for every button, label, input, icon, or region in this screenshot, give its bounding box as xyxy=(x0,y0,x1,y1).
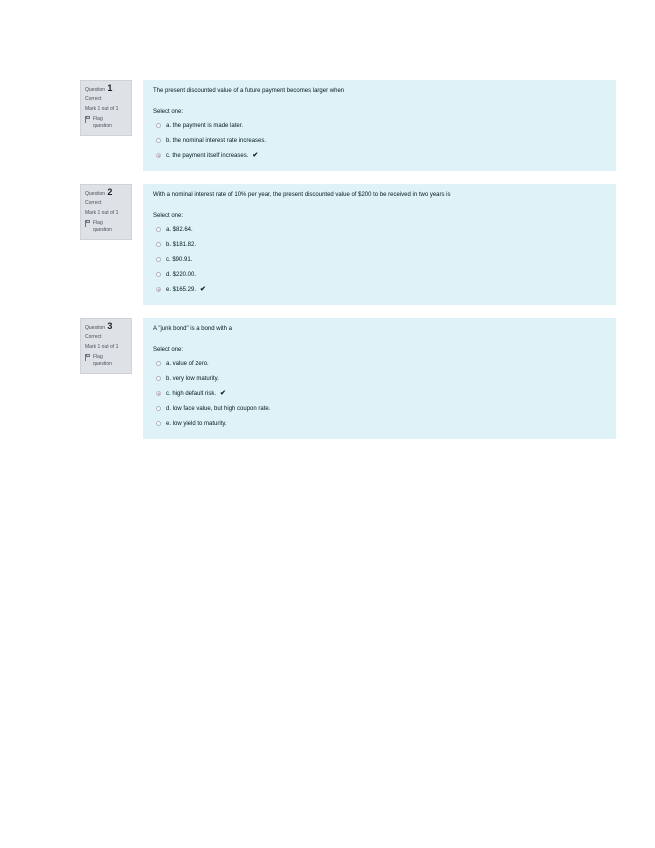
correct-check-icon: ✔ xyxy=(200,285,206,293)
question-number: 1 xyxy=(107,83,113,93)
answer-radio-selected[interactable] xyxy=(156,153,161,158)
answer-option[interactable] xyxy=(153,237,606,252)
answer-option-label: a. value of zero. xyxy=(166,360,209,367)
answer-option[interactable] xyxy=(153,118,606,133)
flag-icon xyxy=(85,354,90,361)
question-text: A "junk bond" is a bond with a xyxy=(153,326,232,332)
answer-option-label: a. $82.64. xyxy=(166,226,193,233)
answer-option-label: b. $181.82. xyxy=(166,241,197,248)
flag-icon xyxy=(85,116,90,123)
question-number-line xyxy=(85,189,127,198)
answer-options xyxy=(153,222,606,297)
question-grade: Mark 1 out of 1 xyxy=(85,344,119,350)
flag-question-label: Flag question xyxy=(93,354,112,367)
question-number-line xyxy=(85,85,127,94)
question-text: The present discounted value of a future payment becomes larger when xyxy=(153,88,345,94)
answer-radio[interactable] xyxy=(156,138,161,143)
answer-option[interactable] xyxy=(153,386,606,401)
flag-icon xyxy=(85,220,90,227)
question-info-panel xyxy=(80,184,132,240)
question-info-panel xyxy=(80,318,132,374)
answer-radio-selected[interactable] xyxy=(156,287,161,292)
answer-option-label: d. low face value, but high coupon rate. xyxy=(166,405,271,412)
question-label: Question xyxy=(85,191,106,197)
flag-question-link[interactable] xyxy=(85,220,127,234)
answer-option-label: c. high default risk. xyxy=(166,390,217,397)
answer-option-label: b. very low maturity. xyxy=(166,375,219,382)
question-state: Correct xyxy=(85,200,102,206)
answer-radio[interactable] xyxy=(156,272,161,277)
answer-option[interactable] xyxy=(153,401,606,416)
select-one-prompt: Select one: xyxy=(153,347,184,353)
answer-option[interactable] xyxy=(153,416,606,431)
answer-radio[interactable] xyxy=(156,376,161,381)
answer-option-label: a. the payment is made later. xyxy=(166,122,244,129)
answer-radio[interactable] xyxy=(156,406,161,411)
question-state: Correct xyxy=(85,334,102,340)
question-state: Correct xyxy=(85,96,102,102)
question-grade: Mark 1 out of 1 xyxy=(85,106,119,112)
answer-option-label: c. $90.91. xyxy=(166,256,193,263)
answer-options xyxy=(153,118,606,163)
correct-check-icon: ✔ xyxy=(252,151,259,159)
question-number: 3 xyxy=(107,321,113,331)
question-label: Question xyxy=(85,87,106,93)
question-content xyxy=(143,318,616,439)
select-one-prompt: Select one: xyxy=(153,109,184,115)
answer-option[interactable] xyxy=(153,267,606,282)
answer-option-label: b. the nominal interest rate increases. xyxy=(166,137,267,144)
question-number-line xyxy=(85,323,127,332)
select-one-prompt: Select one: xyxy=(153,213,184,219)
answer-option-label: e. $165.29. xyxy=(166,286,197,293)
answer-radio[interactable] xyxy=(156,361,161,366)
answer-option[interactable] xyxy=(153,133,606,148)
correct-check-icon: ✔ xyxy=(220,389,226,397)
question-text: With a nominal interest rate of 10% per year, the present discounted value of $200 to be received in two years is xyxy=(153,192,451,198)
question-grade: Mark 1 out of 1 xyxy=(85,210,119,216)
answer-option-label: e. low yield to maturity. xyxy=(166,420,227,427)
answer-option-label: d. $220.00. xyxy=(166,271,197,278)
answer-option[interactable] xyxy=(153,148,606,163)
answer-option-label: c. the payment itself increases. xyxy=(166,152,249,159)
flag-question-link[interactable] xyxy=(85,354,127,368)
question-label: Question xyxy=(85,325,106,331)
answer-option[interactable] xyxy=(153,356,606,371)
answer-option[interactable] xyxy=(153,252,606,267)
answer-radio[interactable] xyxy=(156,123,161,128)
answer-radio-selected[interactable] xyxy=(156,391,161,396)
flag-question-link[interactable] xyxy=(85,116,127,130)
question-content xyxy=(143,184,616,305)
flag-question-label: Flag question xyxy=(93,116,112,129)
answer-radio[interactable] xyxy=(156,257,161,262)
question-content xyxy=(143,80,616,171)
question-info-panel xyxy=(80,80,132,136)
answer-radio[interactable] xyxy=(156,421,161,426)
answer-radio[interactable] xyxy=(156,242,161,247)
answer-option[interactable] xyxy=(153,222,606,237)
answer-options xyxy=(153,356,606,431)
flag-question-label: Flag question xyxy=(93,220,112,233)
answer-option[interactable] xyxy=(153,282,606,297)
answer-option[interactable] xyxy=(153,371,606,386)
question-number: 2 xyxy=(107,187,113,197)
answer-radio[interactable] xyxy=(156,227,161,232)
